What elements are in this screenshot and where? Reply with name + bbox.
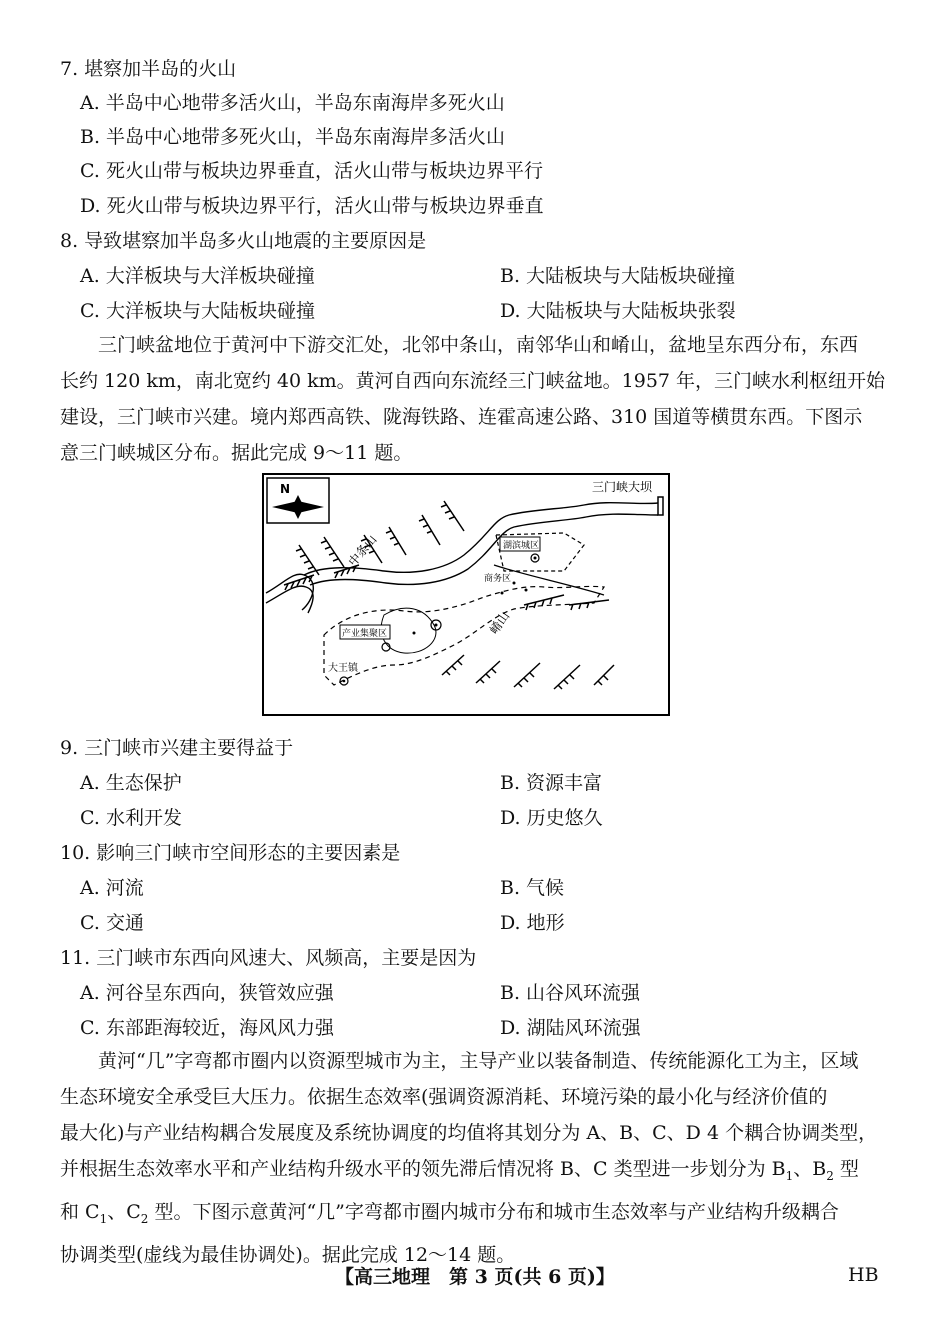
yao-label: 崤山	[486, 609, 513, 637]
q9-option-a: A. 生态保护	[80, 772, 182, 794]
page-footer: 【高三地理 第 3 页(共 6 页)】	[335, 1266, 615, 1288]
q8-stem: 8. 导致堪察加半岛多火山地震的主要原因是	[60, 230, 427, 252]
passage-sanmenxia	[60, 327, 890, 471]
passage2-line3: 最大化)与产业结构耦合发展度及系统协调度的均值将其划分为 A、B、C、D 4 个耦合协调类型，	[60, 1122, 878, 1144]
q9-option-b: B. 资源丰富	[500, 772, 603, 794]
passage2-line2: 生态环境安全承受巨大压力。依据生态效率(强调资源消耗、环境污染的最小化与经济价值的	[60, 1086, 828, 1108]
passage1-line1: 三门峡盆地位于黄河中下游交汇处，北邻中条山，南邻华山和崤山，盆地呈东西分布，东西	[98, 334, 859, 356]
passage2-line6: 协调类型(虚线为最佳协调处)。据此完成 12～14 题。	[60, 1243, 516, 1266]
q7-option-d: D. 死火山带与板块边界平行，活火山带与板块边界垂直	[80, 195, 544, 217]
passage1-line2: 长约 120 km，南北宽约 40 km。黄河自西向东流经三门峡盆地。1957 年，三门峡水利枢纽开始	[60, 370, 886, 392]
hubin-label: 湖滨城区	[503, 541, 540, 551]
q10-option-c: C. 交通	[80, 912, 144, 934]
passage1-line4: 意三门峡城区分布。据此完成 9～11 题。	[60, 442, 413, 464]
shangwu-label: 商务区	[484, 574, 512, 584]
zhongtiao-label: 中条山	[345, 532, 380, 569]
q10-option-b: B. 气候	[500, 877, 565, 899]
q9-stem: 9. 三门峡市兴建主要得益于	[60, 737, 294, 759]
dawang-label: 大王镇	[328, 663, 358, 674]
q11-option-b: B. 山谷风环流强	[500, 982, 641, 1004]
q9-option-c: C. 水利开发	[80, 807, 182, 829]
map-svg	[264, 475, 668, 714]
passage-jizi-wan	[60, 1043, 890, 1273]
q10-stem: 10. 影响三门峡市空间形态的主要因素是	[60, 842, 401, 864]
q7-option-a: A. 半岛中心地带多活火山，半岛东南海岸多死火山	[80, 92, 505, 114]
passage2-line4: 并根据生态效率水平和产业结构升级水平的领先滞后情况将 B、C 类型进一步划分为 $B_1$、$B_2$ 型	[60, 1158, 859, 1183]
q7-option-c: C. 死火山带与板块边界垂直，活火山带与板块边界平行	[80, 160, 543, 182]
q8-option-a: A. 大洋板块与大洋板块碰撞	[80, 265, 315, 287]
paper-code: HB	[848, 1264, 879, 1286]
q8-option-b: B. 大陆板块与大陆板块碰撞	[500, 265, 736, 287]
q10-option-d: D. 地形	[500, 912, 565, 934]
q11-option-a: A. 河谷呈东西向，狭管效应强	[80, 982, 334, 1004]
q7-option-b: B. 半岛中心地带多死火山，半岛东南海岸多活火山	[80, 126, 506, 148]
q11-option-d: D. 湖陆风环流强	[500, 1017, 641, 1039]
q8-option-c: C. 大洋板块与大陆板块碰撞	[80, 300, 315, 322]
north-label: N	[280, 482, 291, 496]
dam-label: 三门峡大坝	[592, 480, 653, 494]
chanye-label: 产业集聚区	[342, 629, 388, 639]
passage2-line1: 黄河“几”字弯都市圈内以资源型城市为主，主导产业以装备制造、传统能源化工为主，区域	[98, 1050, 859, 1072]
q10-option-a: A. 河流	[80, 877, 144, 899]
passage2-line5: 和 $C_1$、$C_2$ 型。下图示意黄河“几”字弯都市圈内城市分布和城市生态效率与产业结构升级耦合	[60, 1200, 839, 1226]
passage1-line3: 建设，三门峡市兴建。境内郑西高铁、陇海铁路、连霍高速公路、310 国道等横贯东西。下图示	[60, 406, 863, 428]
q8-option-d: D. 大陆板块与大陆板块张裂	[500, 300, 736, 322]
q11-stem: 11. 三门峡市东西向风速大、风频高，主要是因为	[60, 947, 477, 969]
yao-mountain-symbols	[442, 595, 614, 689]
q7-stem: 7. 堪察加半岛的火山	[60, 58, 237, 80]
q11-option-c: C. 东部距海较近，海风风力强	[80, 1017, 334, 1039]
sanmenxia-city-map	[262, 473, 670, 716]
dam-icon	[658, 497, 663, 515]
q9-option-d: D. 历史悠久	[500, 807, 603, 829]
